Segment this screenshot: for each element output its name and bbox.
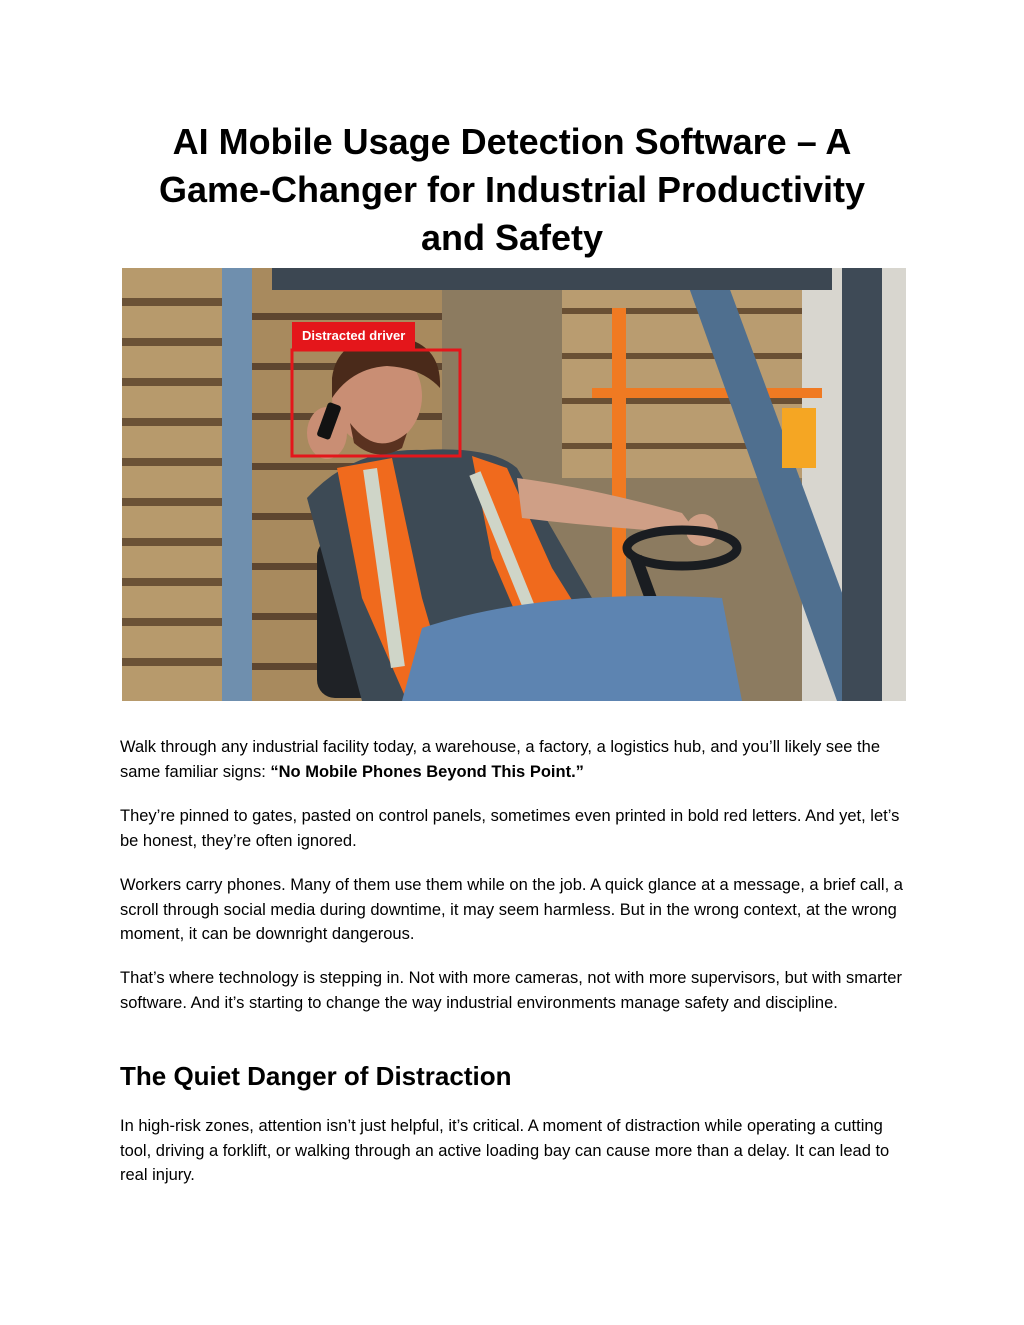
paragraph: In high-risk zones, attention isn’t just helpful, it’s critical. A moment of distraction while operating a cutting tool, driving a forklift, or walking through an active loading bay can cause more than a delay. It can lead to real injury. [120,1117,890,1184]
paragraph: Workers carry phones. Many of them use them while on the job. A quick glance at a message, a brief call, a scroll through social media during downtime, it may seem harmless. But in the wrong context, at the wrong moment, it can be downright dangerous. [120,876,903,943]
paragraph: They’re pinned to gates, pasted on control panels, sometimes even printed in bold red letters. And yet, let’s be honest, they’re often ignored. [120,807,900,850]
title-line: and Safety [420,217,604,258]
detection-label: Distracted driver [292,322,415,350]
title-line: AI Mobile Usage Detection Software – A [172,121,852,162]
forklift-driver-photo [122,268,906,701]
paragraph-text: Walk through any industrial facility today, a warehouse, a factory, a logistics hub, and you’ll likely see the same familiar signs: [120,738,880,781]
paragraph: That’s where technology is stepping in. Not with more cameras, not with more supervisors, but with smarter software. And it’s starting to change the way industrial environments manage safety and discipline. [120,969,902,1012]
paragraph [120,735,910,784]
sign-quote: “No Mobile Phones Beyond This Point.” [270,762,584,781]
article-title [120,118,904,262]
hero-image [122,268,906,701]
title-line: Game-Changer for Industrial Productivity [158,169,866,210]
section-heading: The Quiet Danger of Distraction [120,1061,512,1091]
